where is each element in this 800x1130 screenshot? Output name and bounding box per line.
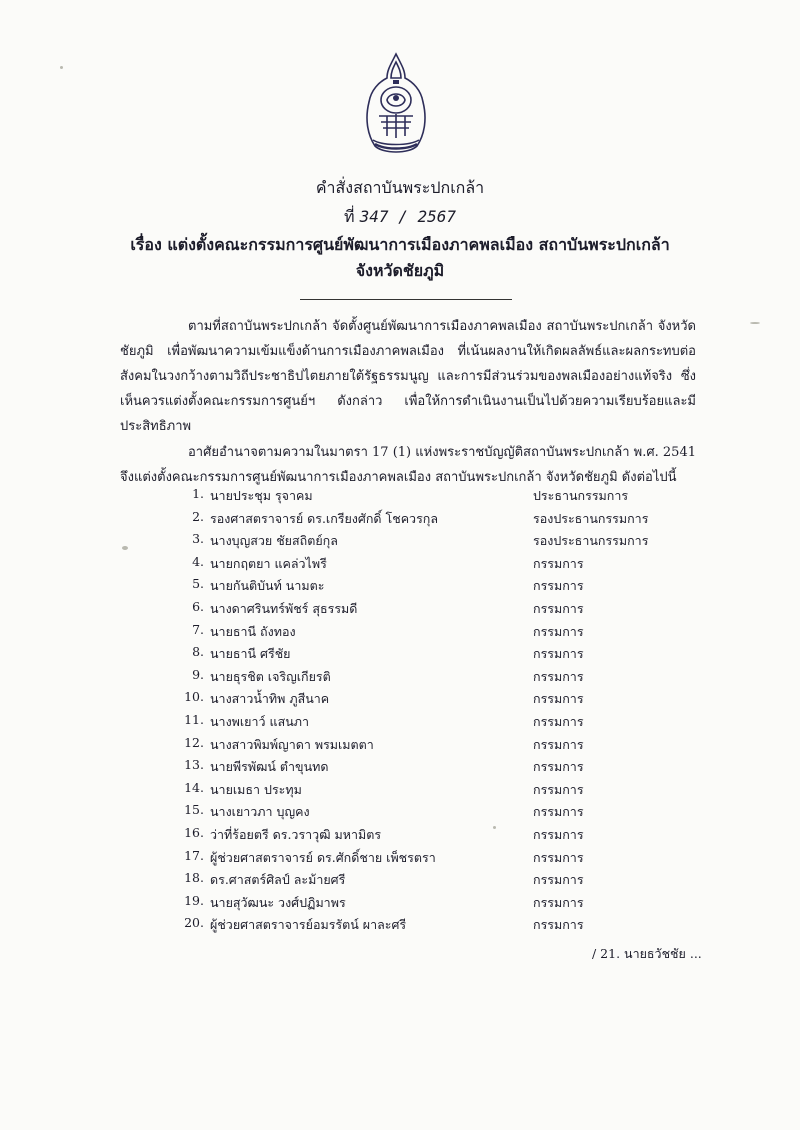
member-name: นายธานี ถังทอง [210,623,296,639]
member-row [0,576,800,598]
member-number: 20. [184,915,204,931]
member-row [0,825,800,847]
member-role: กรรมการ [533,623,584,639]
member-number: 2. [192,508,204,524]
member-name: นางดาศรินทร์พัชร์ สุธรรมดี [210,601,358,616]
member-name: นายประชุม รุจาคม [210,488,313,503]
member-number: 8. [192,644,204,660]
order-number: 347 / 2567 [359,207,456,226]
member-number: 9. [192,666,204,682]
member-row [0,531,800,553]
institute-emblem-icon [357,50,435,158]
member-name: นายพีรพัฒน์ ตำขุนทด [210,759,329,775]
member-role: รองประธานกรรมการ [533,510,649,526]
authority-paragraph: อาศัยอำนาจตามความในมาตรา 17 (1) แห่งพระราชบัญญัติสถาบันพระปกเกล้า พ.ศ. 2541 จึงแต่งตั้งคณะกรรมการศูนย์พัฒนาการเมืองภาคพลเมือง สถาบันพระปกเกล้า จังหวัดชัยภูมิ ดังต่อไปนี้ [120,445,696,485]
member-role: กรรมการ [533,714,584,729]
member-number: 14. [184,779,204,795]
member-role: กรรมการ [533,872,584,888]
member-row [0,757,800,779]
member-row [0,667,800,689]
member-row [0,644,800,666]
member-role: กรรมการ [533,736,584,752]
member-name: นางเยาวภา บุญคง [210,804,310,820]
member-row [0,735,800,757]
member-row [0,622,800,644]
scan-speck [122,546,128,550]
member-role: รองประธานกรรมการ [533,533,649,549]
member-role: กรรมการ [533,849,584,865]
member-row [0,870,800,892]
member-number: 13. [184,757,204,773]
member-row [0,486,800,508]
member-name: ว่าที่ร้อยตรี ดร.วราวุฒิ มหามิตร [210,827,382,842]
member-name: ดร.ศาสตร์ศิลป์ ละม้ายศรี [210,872,346,888]
member-row [0,915,800,937]
order-subject-line2: จังหวัดชัยภูมิ [355,261,445,280]
member-row [0,509,800,531]
member-number: 11. [184,712,204,727]
member-name: นายธานี ศรีชัย [210,646,291,662]
member-row [0,780,800,802]
member-number: 4. [192,553,204,569]
continued-next-page: / 21. นายธวัชชัย ... [592,946,702,961]
order-number-line [0,205,800,230]
member-role: กรรมการ [533,668,584,684]
order-title: คำสั่งสถาบันพระปกเกล้า [315,178,485,197]
member-name: รองศาสตราจารย์ ดร.เกรียงศักดิ์ โชควรกุล [210,510,439,526]
member-row [0,554,800,576]
scan-speck [493,826,496,829]
member-name: นางสาวน้ำทิพ ภูสีนาค [210,691,330,707]
member-role: กรรมการ [533,759,584,775]
member-number: 7. [192,621,204,637]
member-name: ผู้ช่วยศาสตราจารย์อมรรัตน์ ผาละศรี [210,917,407,933]
member-role: กรรมการ [533,804,584,820]
member-number: 12. [184,734,204,750]
member-name: นายกฤตยา แคล่วไพรี [210,555,327,571]
member-number: 15. [184,802,204,818]
member-name: นางพเยาว์ แสนภา [210,714,310,729]
member-role: กรรมการ [533,601,584,616]
member-name: นายสุวัฒนะ วงศ์ปฏิมาพร [210,894,346,910]
member-number: 18. [184,870,204,886]
intro-paragraph: ตามที่สถาบันพระปกเกล้า จัดตั้งศูนย์พัฒนาการเมืองภาคพลเมือง สถาบันพระปกเกล้า จังหวัดชัยภูมิ เพื่อพัฒนาความเข้มแข็งด้านการเมืองภาคพลเมือง ที่เน้นผลงานให้เกิดผลลัพธ์และผลกระทบต่อสังคมในวงกว้างตามวิถีประชาธิปไตยภายใต้รัฐธรรมนูญ และการมีส่วนร่วมของพลเมืองอย่างแท้จริง ซึ่งเห็นควรแต่งตั้งคณะกรรมการศูนย์ฯ ดังกล่าว เพื่อให้การดำเนินงานเป็นไปด้วยความเรียบร้อยและมีประสิทธิภาพ [120,319,696,434]
member-number: 1. [192,486,204,501]
member-row [0,802,800,824]
member-number: 17. [184,847,204,863]
member-role: กรรมการ [533,917,584,933]
member-number: 5. [192,576,204,592]
member-name: นายเมธา ประทุม [210,781,302,797]
member-role: กรรมการ [533,894,584,910]
member-name: นายกันติบันท์ นามตะ [210,578,325,594]
header-divider [300,299,512,300]
order-subject: เรื่อง แต่งตั้งคณะกรรมการศูนย์พัฒนาการเมืองภาคพลเมือง สถาบันพระปกเกล้า [130,235,670,254]
member-role: กรรมการ [533,691,584,707]
member-number: 10. [184,689,204,705]
member-row [0,689,800,711]
member-number: 6. [192,599,204,614]
member-role: กรรมการ [533,781,584,797]
member-number: 3. [192,531,204,547]
member-role: กรรมการ [533,827,584,842]
member-role: กรรมการ [533,555,584,571]
order-number-prefix: ที่ [344,207,355,226]
member-role: กรรมการ [533,646,584,662]
member-name: นางบุญสวย ชัยสถิตย์กุล [210,533,338,549]
member-number: 19. [184,892,204,908]
member-number: 16. [184,825,204,840]
member-row [0,848,800,870]
member-name: นายธุรชิต เจริญเกียรติ [210,668,331,684]
member-row [0,712,800,734]
member-role: กรรมการ [533,578,584,594]
scan-speck [60,66,63,69]
member-row [0,599,800,621]
scan-speck [750,322,760,324]
member-name: ผู้ช่วยศาสตราจารย์ ดร.ศักดิ์ชาย เพ็ชรตรา [210,849,436,865]
member-role: ประธานกรรมการ [533,488,629,503]
member-name: นางสาวพิมพ์ญาดา พรมเมตตา [210,736,374,752]
member-row [0,893,800,915]
